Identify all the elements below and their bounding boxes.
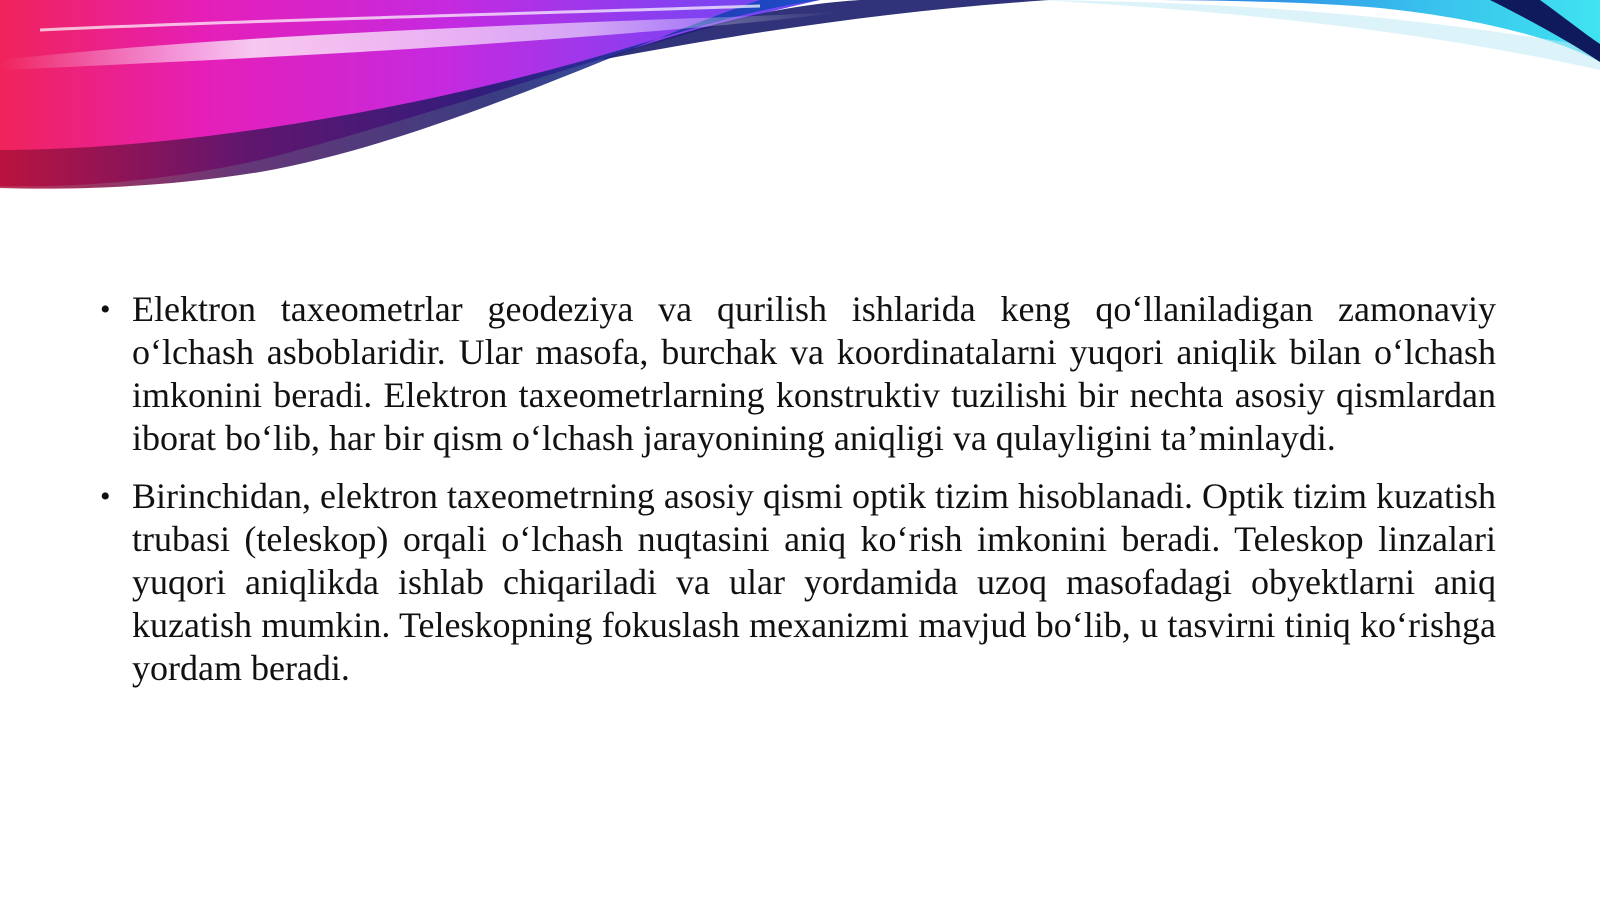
header-swoosh-decoration <box>0 0 1600 200</box>
bullet-list <box>100 288 1496 705</box>
bullet-point-icon: • <box>100 480 111 513</box>
bullet-text: Elektron taxeometrlar geodeziya va qurilish ishlarida keng qo‘llaniladigan zamonaviy o‘lchash asboblaridir. Ular masofa, burchak va koordinatalarni yuqori aniqlik bilan o‘lchash imkonini beradi. Elektron taxeometrlarning konstruktiv tuzilishi bir nechta asosiy qismlardan iborat bo‘lib, har bir qism o‘lchash jarayonining aniqligi va qulayligini ta’minlaydi. <box>132 289 1496 458</box>
bullet-point-icon: • <box>100 293 111 326</box>
bullet-text: Birinchidan, elektron taxeometrning asosiy qismi optik tizim hisoblanadi. Optik tizim kuzatish trubasi (teleskop) orqali o‘lchash nuqtasini aniq ko‘rish imkonini beradi. Teleskop linzalari yuqori aniqlikda ishlab chiqariladi va ular yordamida uzoq masofadagi obyektlarni aniq kuzatish mumkin. Teleskopning fokuslash mexanizmi mavjud bo‘lib, u tasvirni tiniq ko‘rishga yordam beradi. <box>132 476 1496 688</box>
bullet-item <box>100 475 1496 690</box>
bullet-item <box>100 288 1496 460</box>
